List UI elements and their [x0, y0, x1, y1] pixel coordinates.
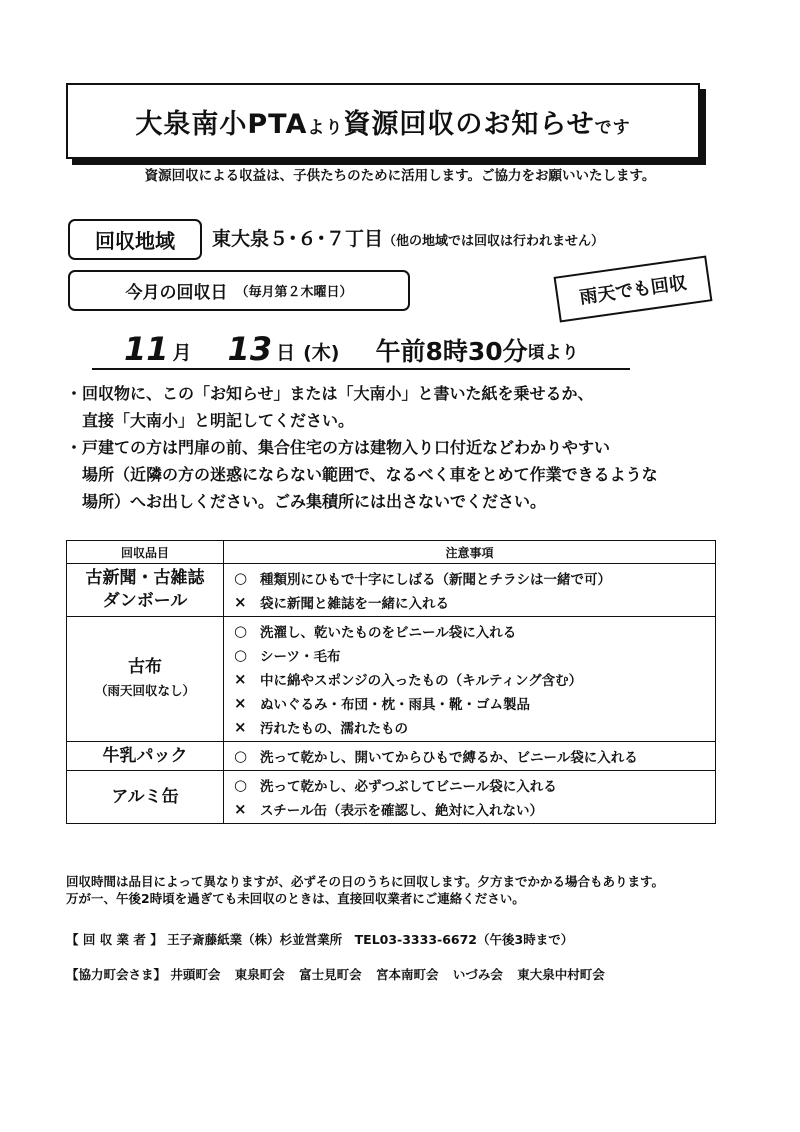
- note-text: 洗って乾かし、開いてからひもで縛るか、ビニール袋に入れる: [260, 750, 638, 766]
- instruction-line: ・戸建ての方は門扉の前、集合住宅の方は建物入り口付近などわかりやすい: [66, 438, 611, 457]
- contractor-text: 王子斎藤紙業（株）杉並営業所 TEL03-3333-6672（午後3時まで）: [167, 932, 574, 947]
- item-cell: [67, 564, 224, 617]
- date-day-unit: 日: [276, 342, 296, 364]
- title-text-yori: より: [307, 117, 344, 138]
- association-name: 富士見町会: [299, 967, 362, 982]
- note-text: 種類別にひもで十字にしばる（新聞とチラシは一緒で可）: [260, 572, 611, 588]
- association-name: 東泉町会: [234, 967, 285, 982]
- table-row: [67, 771, 716, 824]
- note-text: 汚れたもの、濡れたもの: [260, 721, 408, 737]
- ng-mark: ×: [234, 593, 247, 611]
- area-name: 東大泉５･６･７丁目: [212, 228, 384, 250]
- item-cell: [67, 617, 224, 742]
- ok-mark: ○: [234, 776, 248, 794]
- collection-date: [92, 326, 630, 370]
- instructions: [66, 380, 746, 515]
- instruction-line: 直接「大南小」と明記してください。: [66, 411, 355, 430]
- item-name: ダンボール: [102, 591, 188, 611]
- item-name: 古布: [128, 657, 162, 677]
- note-line: [234, 773, 705, 797]
- item-cell: [67, 771, 224, 824]
- ok-mark: ○: [234, 646, 248, 664]
- area-text: [212, 224, 604, 251]
- item-name: 牛乳パック: [102, 745, 188, 766]
- note-text: 洗って乾かし、必ずつぶしてビニール袋に入れる: [260, 779, 557, 795]
- rain-stamp: 雨天でも回収: [554, 256, 713, 323]
- title-text-main2: 資源回収のお知らせ: [343, 108, 595, 140]
- collection-day-label-box: [68, 270, 410, 311]
- notes-cell: [224, 742, 716, 771]
- note-line: [234, 619, 705, 643]
- note-text: スチール缶（表示を確認し、絶対に入れない）: [260, 803, 543, 819]
- notes-cell: [224, 617, 716, 742]
- note-text: 袋に新聞と雑誌を一緒に入れる: [260, 596, 449, 612]
- note-line: [234, 643, 705, 667]
- note-line: [234, 691, 705, 715]
- note-line: [234, 744, 705, 768]
- association-name: 井頭町会: [170, 967, 221, 982]
- table-row: [67, 742, 716, 771]
- date-suffix: 頃より: [527, 343, 579, 363]
- item-subnote: （雨天回収なし）: [94, 683, 195, 698]
- collection-day-label: 今月の回収日: [125, 283, 228, 303]
- ng-mark: ×: [234, 800, 247, 818]
- collection-items-table: [66, 540, 716, 824]
- note-line: [234, 667, 705, 691]
- date-time: 午前8時30分: [375, 337, 528, 366]
- cooperating-label: 【協力町会さま】: [66, 967, 167, 982]
- note-line: [234, 590, 705, 614]
- item-name: アルミ缶: [111, 786, 179, 807]
- table-row: [67, 564, 716, 617]
- ng-mark: ×: [234, 694, 247, 712]
- date-day: 13: [227, 330, 273, 368]
- area-note: （他の地域では回収は行われません）: [383, 234, 605, 249]
- table-header-row: [67, 541, 716, 564]
- title-box: [66, 83, 700, 159]
- ok-mark: ○: [234, 569, 248, 587]
- date-month: 11: [124, 330, 169, 368]
- item-cell: [67, 742, 224, 771]
- ng-mark: ×: [234, 670, 247, 688]
- instruction-line: 場所）へお出しください。ごみ集積所には出さないでください。: [66, 492, 547, 511]
- header-notes: 注意事項: [224, 541, 716, 564]
- date-month-unit: 月: [172, 342, 192, 364]
- instruction-line: ・回収物に、この「お知らせ」または「大南小」と書いた紙を乗せるか、: [66, 384, 594, 403]
- association-name: 東大泉中村町会: [517, 967, 605, 982]
- notes-cell: [224, 564, 716, 617]
- note-text: 中に綿やスポンジの入ったもの（キルティング含む）: [260, 673, 583, 689]
- item-name: 古新聞・古雑誌: [85, 568, 205, 588]
- ok-mark: ○: [234, 622, 248, 640]
- note-text: 洗濯し、乾いたものをビニール袋に入れる: [260, 625, 517, 641]
- collection-notice: [66, 873, 756, 907]
- title-text-desu: です: [594, 117, 631, 138]
- instruction-line: 場所（近隣の方の迷惑にならない範囲で、なるべく車をとめて作業できるような: [66, 465, 658, 484]
- association-name: 宮本南町会: [376, 967, 439, 982]
- note-text: シーツ・毛布: [260, 649, 341, 665]
- notice-line: 万が一、午後2時頃を過ぎても未回収のときは、直接回収業者にご連絡ください。: [66, 891, 525, 906]
- notes-cell: [224, 771, 716, 824]
- contractor-label: 【 回 収 業 者 】: [66, 932, 163, 947]
- note-text: ぬいぐるみ・布団・枕・雨具・靴・ゴム製品: [260, 697, 530, 713]
- ng-mark: ×: [234, 718, 247, 736]
- association-name: いづみ会: [452, 967, 503, 982]
- ok-mark: ○: [234, 747, 248, 765]
- page-title: [135, 102, 630, 141]
- collection-day-note: （毎月第２木曜日）: [235, 285, 353, 300]
- title-text-main: 大泉南小PTA: [135, 108, 308, 140]
- table-row: [67, 617, 716, 742]
- date-weekday: (木): [303, 342, 340, 364]
- contractor-info: [66, 930, 573, 948]
- note-line: [234, 797, 705, 821]
- area-label-box: 回収地域: [68, 219, 202, 260]
- note-line: [234, 566, 705, 590]
- notice-line: 回収時間は品目によって異なりますが、必ずその日のうちに回収します。夕方までかかる場合もあります。: [66, 874, 665, 889]
- header-item: 回収品目: [67, 541, 224, 564]
- subtitle: 資源回収による収益は、子供たちのために活用します。ご協力をお願いいたします。: [144, 168, 656, 184]
- note-line: [234, 715, 705, 739]
- cooperating-associations: [66, 965, 605, 983]
